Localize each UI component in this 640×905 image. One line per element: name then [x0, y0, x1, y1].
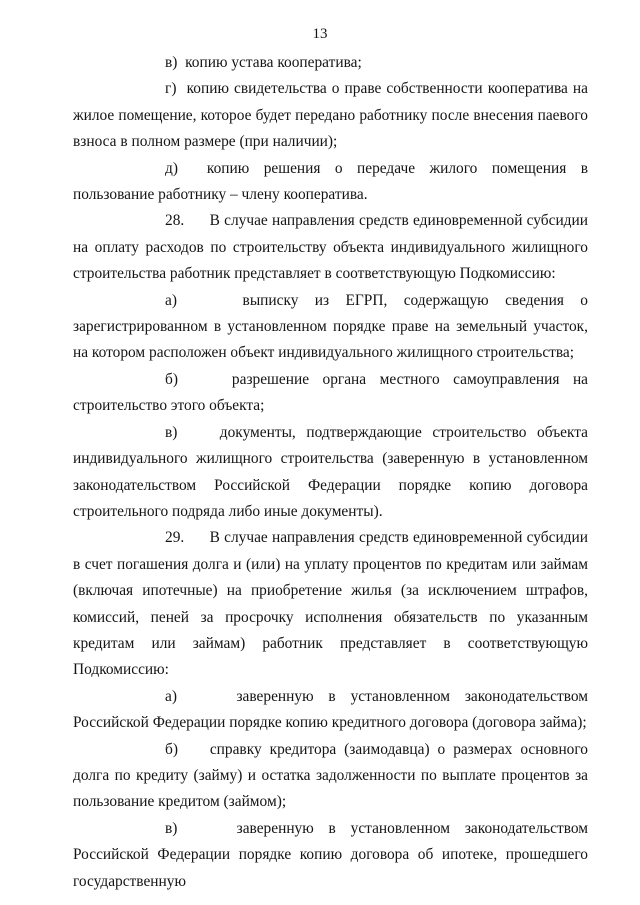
item-text: разрешение органа местного самоуправления на строительство этого объекта;: [73, 370, 589, 415]
item-label: б): [165, 370, 178, 388]
item-label: г): [165, 80, 177, 98]
list-item-b-creditor-statement: [73, 737, 588, 816]
item-label: в): [165, 423, 178, 441]
list-item-v-documents: [73, 420, 588, 526]
list-item-a-egrp: [73, 288, 588, 367]
item-label: а): [165, 687, 177, 705]
clause-28: [73, 208, 588, 287]
item-text: копию свидетельства о праве собственности кооператива на жилое помещение, которое будет передано работнику после внесения паевого взноса в полном размере (при наличии);: [73, 80, 588, 151]
item-text: заверенную в установленном законодательством Российской Федерации порядке копию договора об ипотеке, прошедшего государственную: [73, 819, 589, 890]
item-text: заверенную в установленном законодательством Российской Федерации порядке копию кредитного договора (договора займа);: [73, 687, 589, 732]
item-label: б): [165, 740, 178, 758]
item-label: в): [165, 54, 178, 71]
body-text: [73, 50, 588, 895]
item-text: выписку из ЕГРП, содержащую сведения о зарегистрированном в установленном порядке праве на земельный участок, на котором расположен объект индивидуального жилищного строительства;: [73, 291, 588, 362]
list-item-b-permit: [73, 367, 588, 420]
item-label: а): [165, 291, 177, 309]
clause-number: 28.: [165, 212, 185, 230]
item-text: копию решения о передаче жилого помещения в пользование работнику – члену кооператива.: [73, 159, 588, 204]
item-text: справку кредитора (заимодавца) о размерах основного долга по кредиту (займу) и остатка задолженности по выплате процентов за пользование кредитом (займом);: [73, 740, 589, 811]
item-text: копию устава кооператива;: [185, 54, 362, 71]
page-number: 13: [312, 26, 328, 42]
item-text: документы, подтверждающие строительство объекта индивидуального жилищного строительства (заверенную в установленном законодательством Российской Федерации порядке копию договора строительного подряда либо иные документы).: [73, 423, 589, 520]
list-item-v-mortgage: [73, 816, 588, 895]
item-label: в): [165, 819, 178, 837]
clause-text: В случае направления средств единовременной субсидии в счет погашения долга и (или) на уплату процентов по кредитам или займам (включая ипотечные) на приобретение жилья (за исключением штрафов, комиссий, пеней за просрочку исполнения обязательств по указанным кредитам или займам) работник представляет в соответствующую Подкомиссию:: [73, 529, 588, 679]
clause-29: [73, 525, 588, 683]
list-item-v-charter: [73, 50, 588, 76]
item-label: д): [165, 159, 178, 177]
list-item-a-loan-agreement: [73, 684, 588, 737]
clause-text: В случае направления средств единовременной субсидии на оплату расходов по строительству объекта индивидуального жилищного строительства работник представляет в соответствующую Подкомиссию:: [73, 212, 588, 283]
list-item-d-decision: [73, 156, 588, 209]
list-item-g-certificate: [73, 76, 588, 155]
clause-number: 29.: [165, 529, 185, 547]
